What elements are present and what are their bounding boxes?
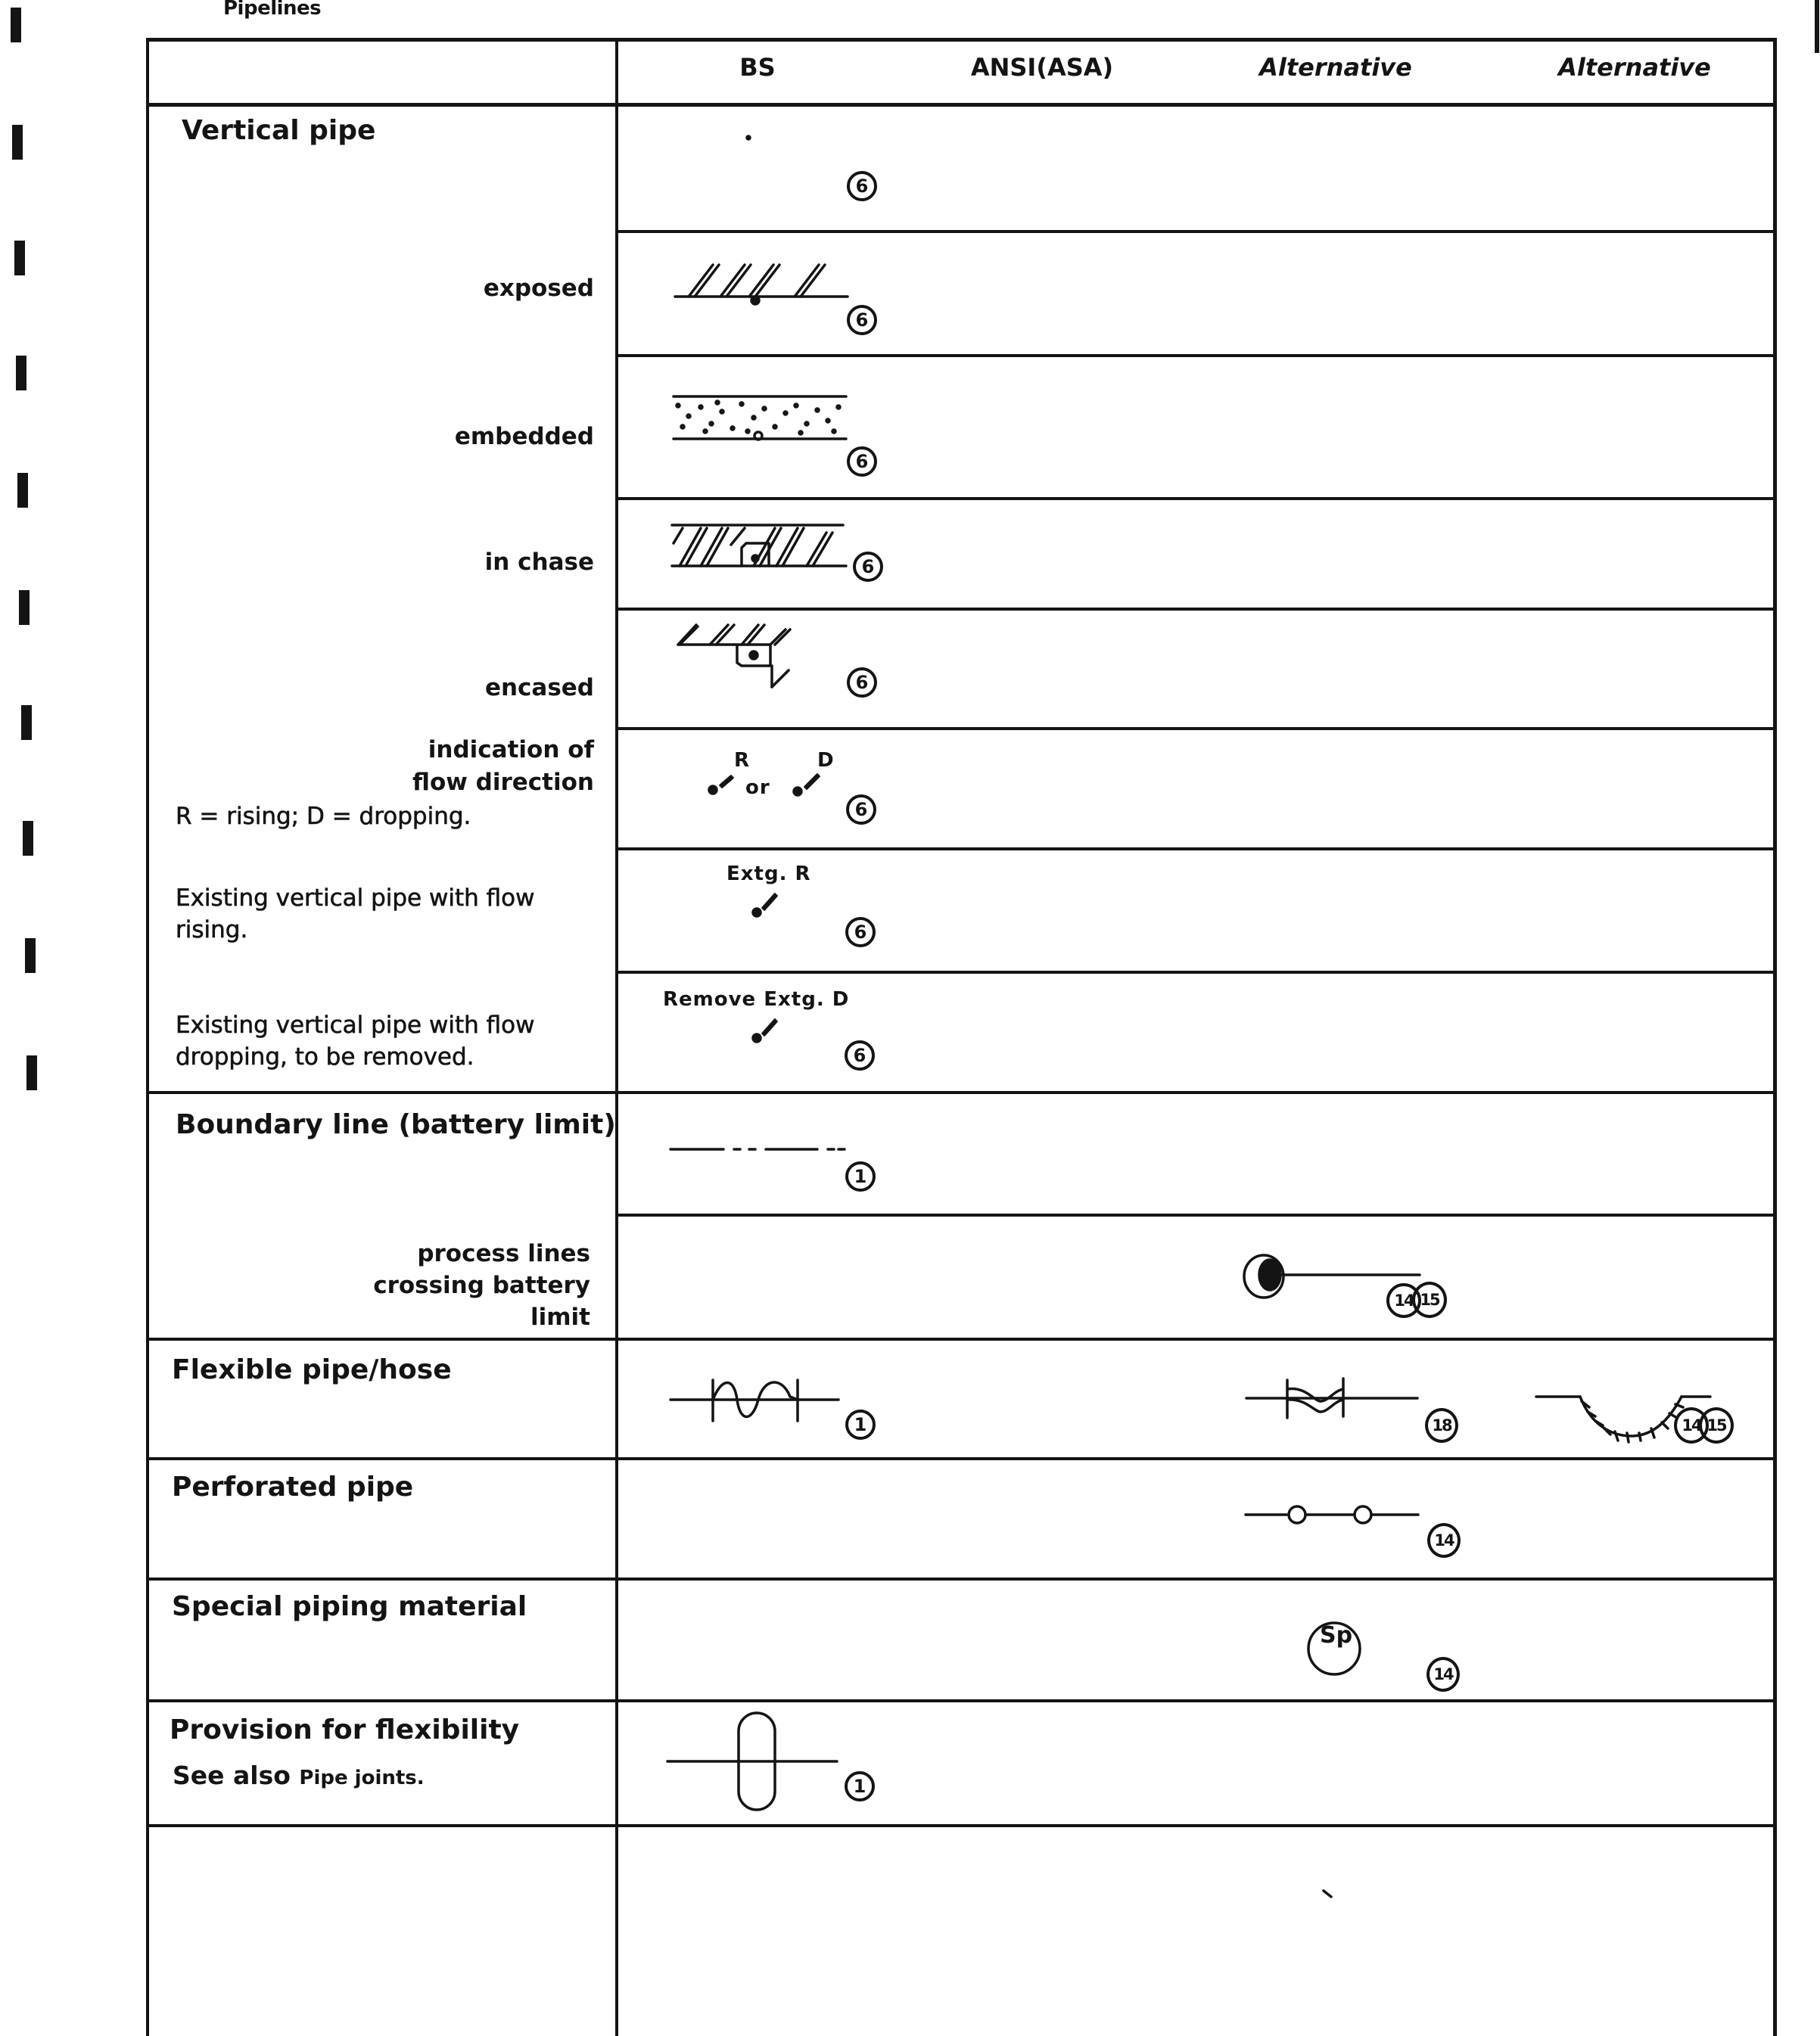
row-label-flow-direction-line1: indication of: [428, 736, 594, 763]
reference-badge: 14: [1674, 1407, 1709, 1444]
column-header-alternative-2: Alternative: [1558, 53, 1711, 82]
section-divider: [146, 1091, 1777, 1094]
row-sublabel-see-also: [173, 1760, 425, 1794]
row-divider: [615, 727, 1777, 730]
margin-mark: [12, 125, 23, 160]
margin-mark: [26, 1055, 37, 1090]
reference-badge: 1: [845, 1771, 875, 1801]
vertical-pipe-dot-icon: [745, 135, 753, 142]
section-divider: [146, 1699, 1777, 1702]
reference-badge: 14: [1427, 1523, 1461, 1558]
row-label-battery-limit-line2: crossing battery: [373, 1272, 590, 1299]
remove-existing-dropping-icon: [749, 1011, 795, 1049]
boundary-line-icon: [669, 1146, 858, 1154]
reference-badge: 14: [1386, 1283, 1421, 1318]
margin-mark: [17, 473, 28, 508]
reference-badge: 1: [845, 1410, 876, 1440]
row-label-existing-rising-line1: Existing vertical pipe with flow: [176, 884, 535, 912]
flow-dropping-label: D: [817, 749, 835, 772]
margin-mark: [1815, 0, 1819, 53]
row-divider: [615, 847, 1777, 850]
column-header-ansi: ANSI(ASA): [970, 53, 1114, 82]
margin-mark: [21, 705, 32, 740]
table-border-right: [1773, 38, 1777, 2036]
provision-flexibility-icon: [666, 1710, 848, 1816]
section-divider: [146, 1338, 1777, 1341]
reference-badge: 6: [846, 794, 876, 825]
flexible-hose-alt-icon: [1245, 1379, 1426, 1427]
exposed-pipe-icon: [674, 257, 855, 310]
section-divider: [146, 1824, 1777, 1827]
row-label-boundary-line: Boundary line (battery limit): [176, 1109, 616, 1140]
row-divider: [615, 230, 1777, 233]
row-label-battery-limit-line3: limit: [530, 1304, 590, 1331]
embedded-pipe-icon: [672, 393, 854, 446]
special-material-label: Sp: [1320, 1622, 1353, 1649]
row-divider: [615, 608, 1777, 611]
row-label-in-chase: in chase: [484, 549, 594, 576]
flow-or-label: or: [745, 776, 770, 799]
column-header-alternative-1: Alternative: [1259, 53, 1412, 82]
row-label-flexible-pipe: Flexible pipe/hose: [172, 1354, 452, 1385]
existing-rising-icon: [749, 885, 795, 923]
in-chase-pipe-icon: [670, 522, 852, 572]
row-divider: [615, 497, 1777, 500]
page-title: Pipelines: [223, 0, 322, 20]
existing-rising-label: Extg. R: [726, 863, 811, 885]
row-label-encased: encased: [484, 674, 594, 701]
reference-badge: 18: [1425, 1408, 1458, 1443]
column-divider: [615, 38, 618, 2036]
row-label-battery-limit-line1: process lines: [417, 1240, 590, 1267]
row-label-embedded: embedded: [454, 423, 594, 450]
table-border-left: [146, 38, 149, 2036]
section-divider: [146, 1457, 1777, 1460]
margin-mark: [19, 590, 30, 625]
see-also-prefix: See also: [173, 1761, 300, 1790]
header-divider: [146, 103, 1777, 107]
remove-existing-label: Remove Extg. D: [663, 988, 850, 1011]
section-divider: [146, 1578, 1777, 1581]
row-label-existing-dropping-line1: Existing vertical pipe with flow: [176, 1012, 535, 1039]
margin-mark: [23, 821, 33, 856]
reference-badge: 6: [853, 552, 883, 582]
reference-badge: 6: [845, 917, 876, 947]
column-header-bs: BS: [739, 53, 776, 82]
reference-badge: 6: [847, 171, 877, 201]
row-label-provision-flexibility: Provision for flexibility: [170, 1714, 520, 1745]
encased-pipe-icon: [674, 634, 810, 710]
perforated-pipe-icon: [1244, 1506, 1426, 1528]
flow-rising-label: R: [734, 749, 751, 772]
row-label-flow-direction-legend: R = rising; D = dropping.: [176, 803, 471, 830]
reference-badge: 15: [1412, 1282, 1447, 1318]
margin-mark: [25, 938, 36, 973]
margin-mark: [14, 241, 25, 275]
reference-badge: 6: [847, 446, 877, 477]
reference-badge: 14: [1426, 1657, 1460, 1692]
pipe-joints-link[interactable]: Pipe joints.: [299, 1767, 425, 1789]
margin-mark: [11, 8, 21, 42]
row-label-existing-dropping-line2: dropping, to be removed.: [176, 1043, 474, 1071]
row-label-special-material: Special piping material: [172, 1591, 527, 1622]
scan-speck-icon: [1321, 1888, 1343, 1903]
row-label-existing-rising-line2: rising.: [176, 916, 248, 943]
reference-badge: 15: [1699, 1407, 1734, 1444]
margin-mark: [16, 356, 26, 390]
row-divider: [615, 1214, 1777, 1217]
row-label-flow-direction-line2: flow direction: [412, 769, 594, 796]
reference-badge: 6: [845, 1040, 875, 1071]
row-label-vertical-pipe: Vertical pipe: [182, 115, 376, 146]
reference-badge: 6: [847, 305, 877, 335]
flexible-hose-icon: [669, 1377, 858, 1430]
reference-badge: 1: [845, 1161, 876, 1192]
row-divider: [615, 354, 1777, 357]
row-label-perforated-pipe: Perforated pipe: [172, 1472, 414, 1503]
row-label-exposed: exposed: [483, 275, 594, 302]
reference-badge: 6: [847, 667, 877, 698]
table-border-top: [146, 38, 1777, 42]
row-divider: [615, 971, 1777, 974]
